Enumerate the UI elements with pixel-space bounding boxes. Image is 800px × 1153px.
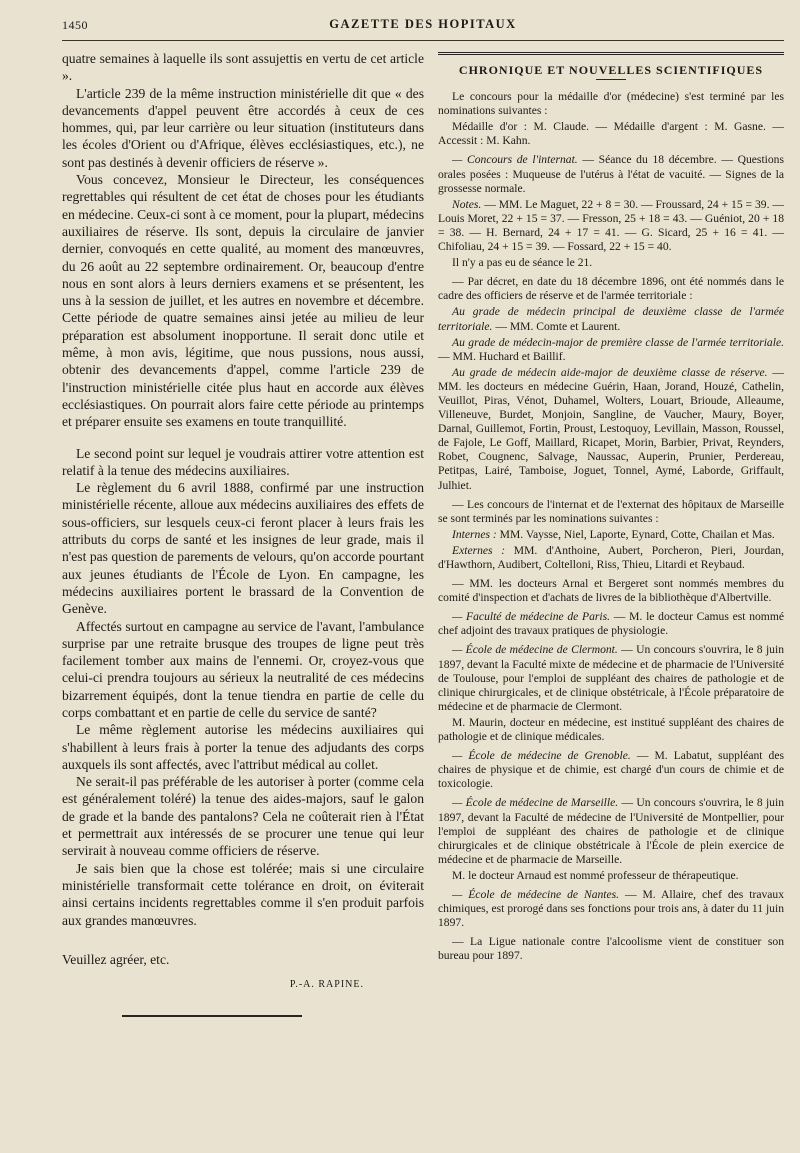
news-paragraph: Le concours pour la médaille d'or (médecine) s'est terminé par les nominations suivantes : — [438, 90, 784, 118]
header-rule — [62, 40, 784, 41]
news-heading: — Faculté de médecine de Paris. — [452, 610, 611, 624]
news-paragraph: — Les concours de l'internat et de l'externat des hôpitaux de Marseille se sont terminés par les nominations suivantes : — [438, 497, 784, 525]
news-paragraph — [438, 528, 784, 542]
news-paragraph — [438, 153, 784, 195]
page-header — [62, 14, 784, 40]
news-heading: — École de médecine de Nantes. — [452, 887, 620, 901]
news-paragraph — [438, 366, 784, 493]
news-paragraph: — MM. les docteurs Arnal et Bergeret sont nommés membres du comité d'inspection et d'achats de livres de la bibliothèque d'Albertville. — [438, 577, 784, 605]
letter-paragraph: Le règlement du 6 avril 1888, confirmé par une instruction ministérielle récente, alloue aux médecins auxiliaires des effets de sous-officiers, sur lesquels ceux-ci feront placer à leurs frais les attributs du corps de santé et les insignes de leur grade, mais il n'est pas question de parements de velours, qu'on accorde pourtant aux jeunes étudiants de l'École de Lyon. En campagne, les médecins auxiliaires portent le brassard de la Convention de Genève. — [62, 480, 424, 617]
news-paragraph — [438, 796, 784, 866]
end-rule — [122, 1015, 302, 1017]
letter-paragraph: Le même règlement autorise les médecins auxiliaires qui s'habillent à leurs frais à porter la tenue des adjudants des corps auxquels ils sont affectés, avec l'attribut médical au collet. — [62, 722, 424, 772]
letter-paragraph: Je sais bien que la chose est tolérée; mais si une circulaire ministérielle transformait cette tolérance en droit, on éviterait ainsi certains incidents regrettables comme il s'en produit parfois aux grandes manœuvres. — [62, 860, 424, 928]
news-paragraph — [438, 643, 784, 713]
letter-paragraph: quatre semaines à laquelle ils sont assujettis en vertu de cet article ». — [62, 51, 424, 84]
news-paragraph: — La Ligue nationale contre l'alcoolisme vient de constituer son bureau pour 1897. — [438, 935, 784, 963]
letter-paragraph: Vous concevez, Monsieur le Directeur, les conséquences regrettables qui résultent de cet état de choses pour les étudiants en médecine. Ceux-ci sont à ce moment, pour la plupart, médecins auxiliaires de réserve. Ils sont, depuis la circulaire de janvier dernier, convoqués en cette qualité, au moment des manœuvres, du 26 août au 22 septembre ordinairement. Or, beaucoup d'entre nous en sont alors à leurs derniers examens et se présentent, les uns à la session de juillet, et les autres en novembre et décembre. Cette période de quatre semaines ainsi jetée au milieu de leur préparation est absolument inopportune. Il serait donc utile et même, à mon avis, légitime, que nous pussions, nous aussi, obtenir des devancements d'appel, comme l'article 239 de l'instruction ministérielle citée plus haut en accorde aux élèves ecclésiastiques. On pourrait alors faire cette période au printemps et préparer ensuite ses examens en toute tranquillité. — [62, 172, 424, 430]
section-title: CHRONIQUE ET NOUVELLES SCIENTIFIQUES — [458, 63, 764, 77]
news-text: — M. Labatut, suppléant des chaires de physique et de chimie, est chargé d'un cours de chimie et de toxicologie. — [438, 749, 784, 791]
letter-paragraph: Le second point sur lequel je voudrais attirer votre attention est relatif à la tenue des médecins auxiliaires. — [62, 445, 424, 478]
right-column — [438, 50, 784, 968]
news-text: — MM. Comte et Laurent. — [492, 319, 621, 333]
news-paragraph: M. le docteur Arnaud est nommé professeur de thérapeutique. — [452, 868, 739, 882]
news-paragraph: Il n'y a pas eu de séance le 21. — [452, 256, 593, 270]
page-number: 1450 — [62, 18, 88, 32]
news-paragraph: Médaille d'or : M. Claude. — Médaille d'argent : M. Gasne. — Accessit : M. Kahn. — [438, 120, 784, 148]
news-paragraph — [438, 198, 784, 254]
letter-paragraph: L'article 239 de la même instruction ministérielle dit que « des devancements d'appel peuvent être accordés à ceux de ces hommes, qui, par leur carrière ou leur situation (instituteurs dans les écoles d'Orient ou d'Afrique, élèves ecclésiastiques, etc.), ne sont pas destinés à devenir officiers de réserve ». — [62, 85, 424, 170]
news-text: — MM. Le Maguet, 22 + 8 = 30. — Froussard, 24 + 15 = 39. — Louis Moret, 22 + 15 = 37. — Fresson, 25 + 18 = 43. — Guéniot, 20 + 18 = 38. — H. Bernard, 24 + 17 = 41. — G. Sicard, 25 + 16 = 41. — Chifoliau, 24 + 15 = 39. — Fossard, 22 + 15 = 40. — [438, 197, 784, 254]
news-heading: — Concours de l'internat. — [452, 153, 578, 167]
left-column — [62, 50, 424, 1017]
news-text: MM. d'Anthoine, Aubert, Porcheron, Pieri, Jourdan, d'Hawthorn, Audibert, Coltelloni, Riss, Thieu, Litardi et Reybaud. — [438, 543, 784, 571]
letter-paragraph: Affectés surtout en campagne au service de l'avant, l'ambulance surprise par une retraite brusque des troupes de ligne peut très facilement tomber aux mains de l'ennemi. Or, croyez-vous que celui-ci prendra toujours au sérieux la neutralité de ces médecins bizarrement équipés, dont la tenue tiendra en partie de celle du corps combattant et en partie de celle du service de santé? — [62, 618, 424, 720]
news-paragraph — [438, 305, 784, 333]
news-text: — Séance du 18 décembre. — Questions orales posées : Muqueuse de l'utérus à l'état de vacuité. — Signes de la grossesse normale. — [438, 153, 784, 195]
news-text: — MM. Huchard et Baillif. — [438, 349, 566, 363]
news-heading: Au grade de médecin aide-major de deuxième classe de réserve. — [452, 365, 768, 379]
news-heading: Au grade de médecin principal de deuxième classe de l'armée territoriale. — [438, 305, 784, 333]
news-text: MM. Vaysse, Niel, Laporte, Eynard, Cotte, Chailan et Mas. — [496, 527, 775, 541]
section-title-underline — [596, 79, 626, 80]
news-heading: Notes. — [452, 197, 482, 211]
news-heading: Externes : — [452, 543, 506, 557]
news-heading: — École de médecine de Marseille. — [452, 796, 619, 810]
letter-signature: P.-A. RAPINE. — [289, 979, 364, 991]
news-text: — Un concours s'ouvrira, le 8 juin 1897, devant la Faculté mixte de médecine et de pharmacie de l'Université de Toulouse, pour l'emploi de suppléant des chaires de pathologie et de clinique chirurgicales, et de clinique obstétricale, à l'École préparatoire de médecine et de pharmacie de Clermont. — [438, 643, 784, 713]
news-heading: Internes : — [452, 527, 497, 541]
letter-closing: Veuillez agréer, etc. — [62, 951, 170, 967]
news-paragraph — [438, 544, 784, 572]
news-paragraph — [438, 610, 784, 638]
news-paragraph: M. Maurin, docteur en médecine, est institué suppléant des chaires de pathologie et de clinique médicales. — [438, 715, 784, 744]
news-heading: — École de médecine de Clermont. — [452, 643, 618, 657]
news-text: — MM. les docteurs en médecine Guérin, Haan, Jorand, Houzé, Cathelin, Veuillot, Piras, Vénot, Duhamel, Wolters, Louart, Brioude, Alleaume, Villeneuve, Burdet, Monjoin, Sangline, de Vaucher, Maury, Boyer, Darnal, Guillemot, Fortin, Proust, Lestoquoy, Levillain, Masson, Roussel, de Fajole, Le Goff, Maillard, Ricapet, Morin, Barbier, Privat, Reynders, Robet, Cougnenc, Salvage, Naussac, Auperin, Prunier, Perdereau, Petitpas, Lairé, Tamboise, Joguet, Tonnel, Aymé, Laborde, Griffault, Julhiet. — [438, 365, 784, 492]
news-paragraph — [438, 888, 784, 930]
news-paragraph — [438, 336, 784, 364]
journal-title: GAZETTE DES HOPITAUX — [329, 17, 517, 31]
news-paragraph — [438, 749, 784, 791]
section-rule — [438, 52, 784, 55]
news-heading: Au grade de médecin-major de première classe de l'armée territoriale. — [452, 335, 784, 349]
news-text: — Un concours s'ouvrira, le 8 juin 1897, devant la Faculté de médecine de l'Université de Montpellier, pour l'emploi de suppléant des chaires de pathologie et de clinique chirurgicales et de clinique obstétricale à l'École de plein exercice de médecine et de pharmacie de Marseille. — [438, 796, 784, 866]
news-text: — M. le docteur Camus est nommé chef adjoint des travaux pratiques de physiologie. — [438, 610, 784, 638]
news-text: — M. Allaire, chef des travaux chimiques, est prorogé dans ses fonctions pour trois ans, à dater du 11 juin 1897. — [438, 887, 784, 930]
letter-paragraph: Ne serait-il pas préférable de les autoriser à porter (comme cela est généralement toléré) la tenue des aides-majors, sauf le galon de grade et la bande des pantalons? Cela ne coûterait rien à l'État et permettrait aux intéressés de se procurer une tenue qui leur servirait à nouveau comme officiers de réserve. — [62, 774, 424, 859]
news-heading: — École de médecine de Grenoble. — [452, 749, 631, 763]
news-paragraph: — Par décret, en date du 18 décembre 1896, ont été nommés dans le cadre des officiers de réserve et de l'armée territoriale : — [438, 275, 784, 303]
